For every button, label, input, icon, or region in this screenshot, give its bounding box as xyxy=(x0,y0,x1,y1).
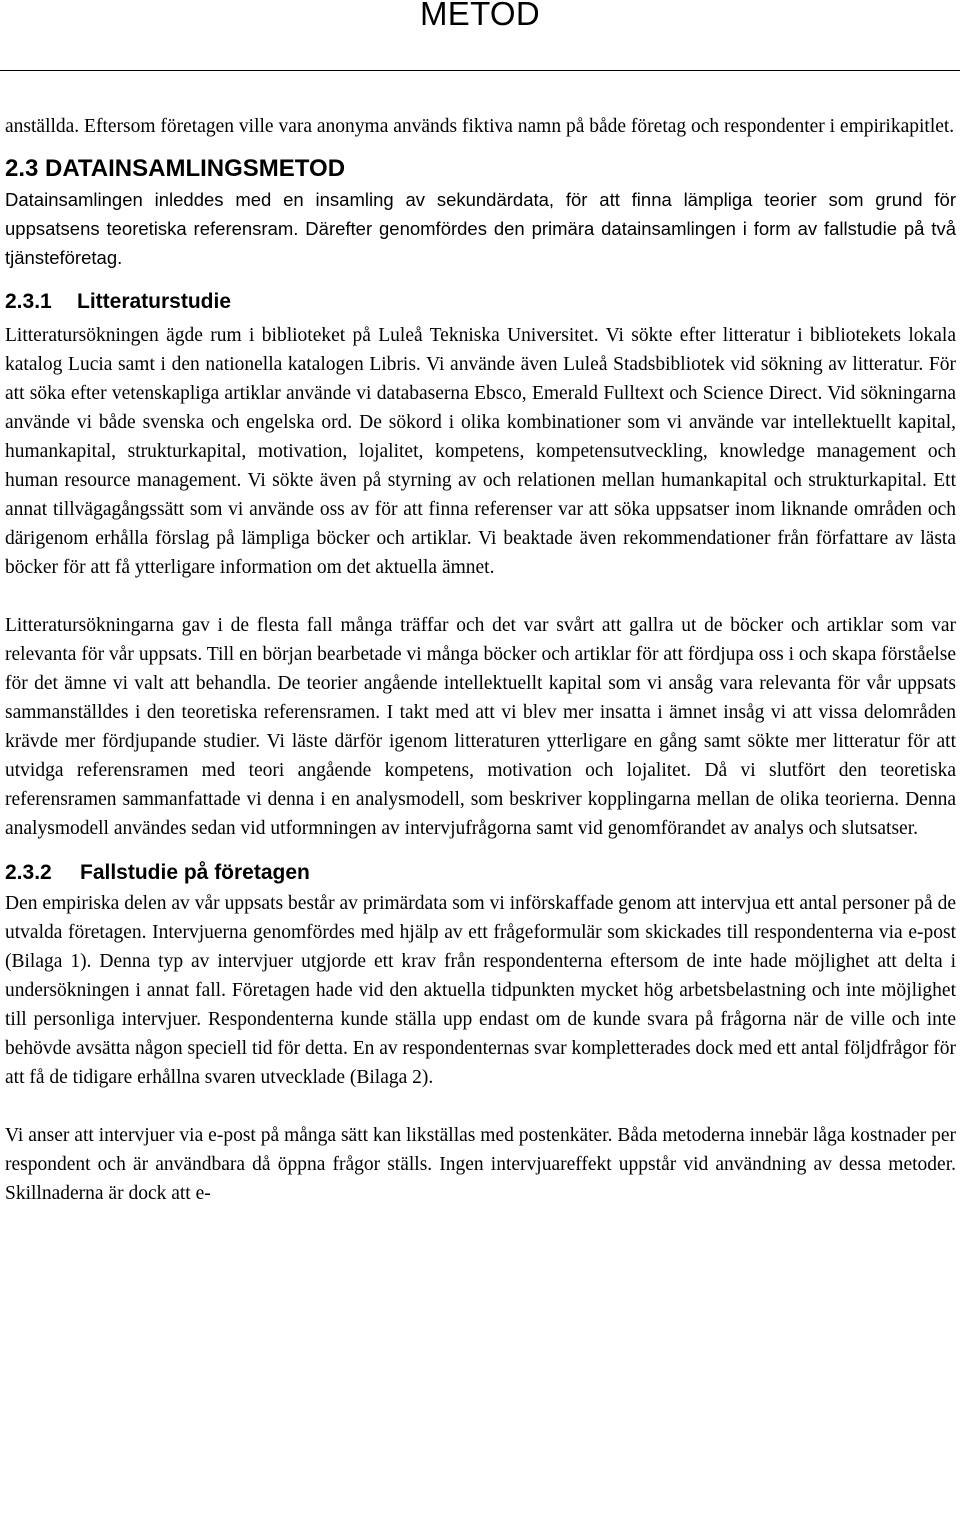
paragraph-intro: anställda. Eftersom företagen ville vara anonyma används fiktiva namn på både företag och respondenter i empirikapitlet. xyxy=(5,116,955,137)
subsection-title: Litteraturstudie xyxy=(77,290,232,313)
paragraph-fallstudie-2: Vi anser att intervjuer via e-post på många sätt kan likställas med postenkäter. Båda metoderna innebär låga kostnader per respondent och är användbara då öppna frågor ställs. Ingen intervjuareffekt uppstår vid användning av dessa metoder. Skillnaderna är dock att e- xyxy=(5,1125,956,1204)
header-divider xyxy=(0,70,960,71)
paragraph-litteraturstudie-1: Litteratursökningen ägde rum i biblioteket på Luleå Tekniska Universitet. Vi sökte efter litteratur i bibliotekets lokala katalog Lucia samt i den nationella katalogen Libris. Vi använde även Luleå Stadsbibliotek vid sökning av litteratur. För att söka efter vetenskapliga artiklar använde vi databaserna Ebsco, Emerald Fulltext och Science Direct. Vid sökningarna använde vi både svenska och engelska ord. De sökord i olika kombinationer som vi använde var intellektuellt kapital, humankapital, strukturkapital, motivation, lojalitet, kompetens, kompetensutveckling, knowledge management och human resource management. Vi sökte även på styrning av och relationen mellan humankapital och strukturkapital. Ett annat tillvägagångssätt som vi använde oss av för att finna referenser var att söka uppsatser inom liknande områden och därigenom erhålla förslag på lämpliga böcker och artiklar. Vi beaktade även rekommendationer från författare av lästa böcker för att få ytterligare information om det aktuella ämnet. xyxy=(5,325,956,578)
subsection-number: 2.3.1 xyxy=(5,290,52,313)
subsection-heading-2-3-1 xyxy=(5,286,956,318)
subsection-heading-2-3-2 xyxy=(5,857,956,889)
page-header-title: METOD xyxy=(419,0,541,32)
subsection-number: 2.3.2 xyxy=(5,861,52,884)
paragraph-datainsamling: Datainsamlingen inleddes med en insamling av sekundärdata, för att finna lämpliga teorier som grund för uppsatsens teoretiska referensram. Därefter genomfördes den primära datainsamlingen i form av fallstudie på två tjänsteföretag. xyxy=(5,189,956,268)
subsection-title: Fallstudie på företagen xyxy=(80,861,310,884)
spacer xyxy=(5,843,956,857)
paragraph-fallstudie-1: Den empiriska delen av vår uppsats består av primärdata som vi införskaffade genom att intervjua ett antal personer på de utvalda företagen. Intervjuerna genomfördes med hjälp av ett frågeformulär som skickades till respondenterna via e-post (Bilaga 1). Denna typ av intervjuer utgjorde ett krav från respondenterna eftersom de inte hade möjlighet att delta i undersökningen i annat fall. Företagen hade vid den aktuella tidpunkten mycket hög arbetsbelastning och inte möjlighet till personliga intervjuer. Respondenterna kunde ställa upp endast om de kunde svara på frågorna när de ville och inte behövde avsätta någon speciell tid för detta. En av respondenternas svar kompletterades dock med ett antal följdfrågor för att få de tidigare erhållna svaren utvecklade (Bilaga 2). xyxy=(5,893,956,1088)
spacer xyxy=(5,272,956,286)
spacer xyxy=(5,1092,956,1121)
paragraph-litteraturstudie-2: Litteratursökningarna gav i de flesta fall många träffar och det var svårt att gallra ut de böcker och artiklar som var relevanta för vår uppsats. Till en början bearbetade vi många böcker och artiklar för att fördjupa oss i och skapa förståelse för det ämne vi valt att behandla. De teorier angående intellektuellt kapital som vi ansåg vara relevanta för vår uppsats sammanställdes i den teoretiska referensramen. I takt med att vi blev mer insatta i ämnet insåg vi att vissa delområden krävde mer fördjupande studier. Vi läste därför igenom litteraturen ytterligare en gång samt sökte mer litteratur för att utvidga referensramen med teori angående kompetens, motivation och lojalitet. Då vi slutfört den teoretiska referensramen sammanfattade vi denna i en analysmodell, som beskriver kopplingarna mellan de olika teorierna. Denna analysmodell användes sedan vid utformningen av intervjufrågorna samt vid genomförandet av analys och slutsatser. xyxy=(5,615,956,839)
section-title: DATAINSAMLINGSMETOD xyxy=(45,155,346,182)
document-body xyxy=(5,112,956,1208)
spacer xyxy=(5,141,956,151)
section-heading-2-3 xyxy=(5,151,956,185)
spacer xyxy=(5,582,956,611)
section-number: 2.3 xyxy=(5,155,39,182)
